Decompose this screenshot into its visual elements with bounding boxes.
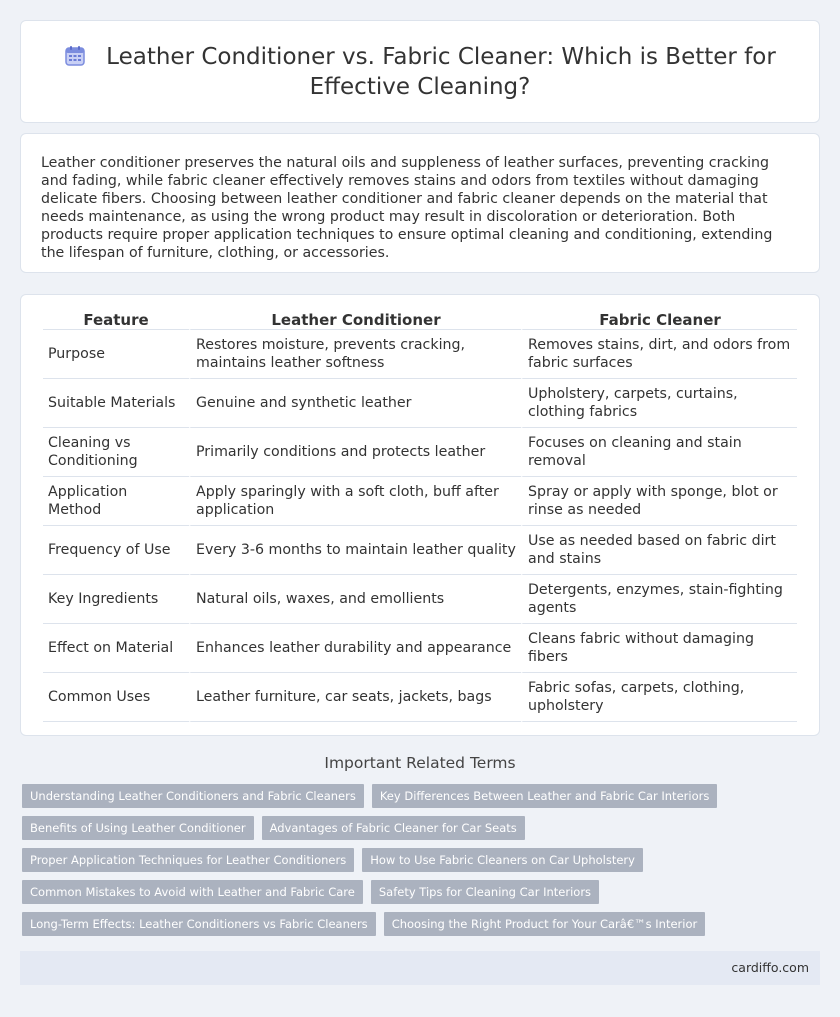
fabric-cell: Spray or apply with sponge, blot or rinse as needed	[521, 477, 797, 526]
related-tag[interactable]: Choosing the Right Product for Your Carâ€™s Interior	[384, 912, 706, 936]
table-row	[43, 673, 797, 722]
leather-cell: Primarily conditions and protects leather	[189, 428, 521, 477]
related-tag[interactable]: Long-Term Effects: Leather Conditioners vs Fabric Cleaners	[22, 912, 376, 936]
feature-cell: Application Method	[43, 477, 189, 526]
leather-cell: Every 3-6 months to maintain leather quality	[189, 526, 521, 575]
table-row	[43, 575, 797, 624]
feature-cell: Common Uses	[43, 673, 189, 722]
header-leather-conditioner: Leather Conditioner	[189, 310, 521, 330]
leather-cell: Restores moisture, prevents cracking, maintains leather softness	[189, 330, 521, 379]
comparison-table	[43, 310, 797, 722]
leather-cell: Genuine and synthetic leather	[189, 379, 521, 428]
feature-cell: Frequency of Use	[43, 526, 189, 575]
related-tag[interactable]: How to Use Fabric Cleaners on Car Upholstery	[362, 848, 643, 872]
related-tags	[22, 784, 820, 936]
leather-cell: Apply sparingly with a soft cloth, buff after application	[189, 477, 521, 526]
calendar-icon	[64, 45, 86, 67]
feature-cell: Purpose	[43, 330, 189, 379]
related-tag[interactable]: Common Mistakes to Avoid with Leather and Fabric Care	[22, 880, 363, 904]
related-tag[interactable]: Advantages of Fabric Cleaner for Car Seats	[262, 816, 525, 840]
fabric-cell: Cleans fabric without damaging fibers	[521, 624, 797, 673]
comparison-table-card	[20, 294, 820, 736]
related-tag[interactable]: Benefits of Using Leather Conditioner	[22, 816, 254, 840]
table-row	[43, 330, 797, 379]
related-terms-heading: Important Related Terms	[324, 754, 516, 772]
intro-paragraph: Leather conditioner preserves the natural oils and suppleness of leather surfaces, preventing cracking and fading, while fabric cleaner effectively removes stains and odors from textiles without damaging delicate fibers. Choosing between leather conditioner and fabric cleaner depends on the material that needs maintenance, as using the wrong product may result in discoloration or deterioration. Both products require proper application techniques to ensure optimal cleaning and conditioning, extending the lifespan of furniture, clothing, or accessories.	[41, 155, 773, 261]
page-title: Leather Conditioner vs. Fabric Cleaner: Which is Better for Effective Cleaning?	[61, 42, 779, 102]
table-row	[43, 428, 797, 477]
fabric-cell: Removes stains, dirt, and odors from fabric surfaces	[521, 330, 797, 379]
table-header-row	[43, 310, 797, 330]
related-tag[interactable]: Understanding Leather Conditioners and Fabric Cleaners	[22, 784, 364, 808]
header-fabric-cleaner: Fabric Cleaner	[521, 310, 797, 330]
related-tag[interactable]: Safety Tips for Cleaning Car Interiors	[371, 880, 599, 904]
fabric-cell: Use as needed based on fabric dirt and stains	[521, 526, 797, 575]
leather-cell: Leather furniture, car seats, jackets, bags	[189, 673, 521, 722]
leather-cell: Natural oils, waxes, and emollients	[189, 575, 521, 624]
feature-cell: Key Ingredients	[43, 575, 189, 624]
feature-cell: Suitable Materials	[43, 379, 189, 428]
fabric-cell: Upholstery, carpets, curtains, clothing fabrics	[521, 379, 797, 428]
table-row	[43, 477, 797, 526]
feature-cell: Cleaning vs Conditioning	[43, 428, 189, 477]
header-feature: Feature	[43, 310, 189, 330]
intro-card	[20, 133, 820, 273]
table-row	[43, 624, 797, 673]
table-row	[43, 379, 797, 428]
fabric-cell: Focuses on cleaning and stain removal	[521, 428, 797, 477]
fabric-cell: Detergents, enzymes, stain-fighting agents	[521, 575, 797, 624]
related-terms-section	[0, 754, 840, 772]
footer-site-link[interactable]: cardiffo.com	[731, 960, 809, 975]
table-row	[43, 526, 797, 575]
title-card	[20, 20, 820, 123]
fabric-cell: Fabric sofas, carpets, clothing, upholstery	[521, 673, 797, 722]
related-tag[interactable]: Proper Application Techniques for Leather Conditioners	[22, 848, 354, 872]
leather-cell: Enhances leather durability and appearance	[189, 624, 521, 673]
footer	[20, 951, 820, 985]
feature-cell: Effect on Material	[43, 624, 189, 673]
related-tag[interactable]: Key Differences Between Leather and Fabric Car Interiors	[372, 784, 718, 808]
